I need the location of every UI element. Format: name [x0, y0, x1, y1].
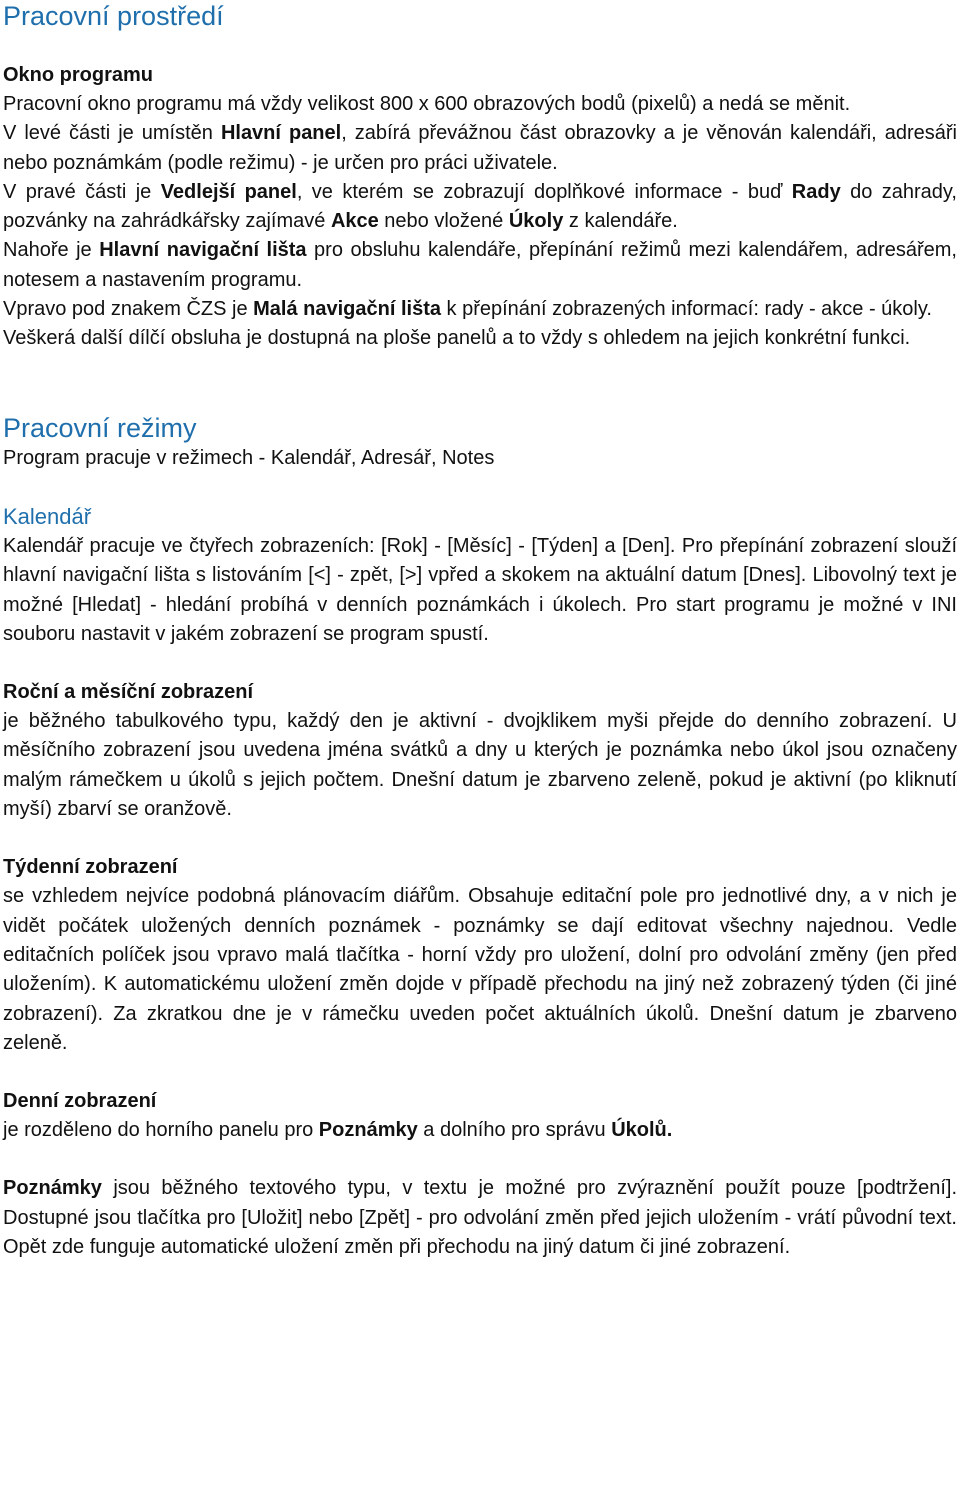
text-run: do zahrady, pozvánky na zahrádkářsky zajímavé — [3, 180, 957, 233]
text-run: Nahoře je — [3, 239, 100, 262]
term-small-nav-bar: Malá navigační lišta — [253, 298, 441, 321]
text-run: nebo vložené — [378, 210, 509, 233]
section-title-work-modes: Pracovní režimy — [3, 412, 197, 443]
term-akce: Akce — [330, 210, 379, 233]
spacer — [3, 824, 957, 853]
text-run: a dolního pro správu — [417, 1119, 612, 1142]
paragraph-year-month-view: je běžného tabulkového typu, každý den je aktivní - dvojklikem myši přejde do denního zobrazení. U měsíčního zobrazení jsou uvedena jména svátků a dny u kterých je poznámka nebo úkol jsou označeny malým rámečkem u úkolů s jejich počtem. Dnešní datum je zbarveno zeleně, pokud je aktivní (po kliknutí myší) zbarví se oranžově. — [3, 710, 957, 821]
spacer — [3, 473, 957, 502]
term-main-nav-bar: Hlavní navigační lišta — [99, 239, 307, 262]
paragraph-main-panel — [3, 119, 957, 178]
spacer — [3, 1058, 957, 1087]
term-ukoly: Úkoly — [508, 210, 564, 233]
spacer — [3, 354, 957, 412]
text-run: jsou běžného textového typu, v textu je možné pro zvýraznění použít pouze [podtržení]. Dostupné jsou tlačítka pro [Uložit] nebo [Zpět] - pro odvolání změn před jejich uložením - vrátí původní text. Opět zde funguje automatické uložení změn při přechodu na jiný datum či jiné zobrazení. — [3, 1177, 957, 1259]
spacer — [3, 32, 957, 61]
term-poznamky: Poznámky — [318, 1119, 418, 1142]
spacer — [3, 649, 957, 678]
paragraph-small-nav — [3, 295, 957, 324]
term-ukolu: Úkolů. — [611, 1119, 673, 1142]
paragraph-notes — [3, 1174, 957, 1262]
text-run: , zabírá převážnou část obrazovky a je věnován kalendáři, adresáři nebo poznámkám (podle režimu) - je určen pro práci uživatele. — [3, 122, 957, 174]
term-main-panel: Hlavní panel — [220, 122, 342, 145]
paragraph-day-view — [3, 1116, 957, 1145]
paragraph-week-view: se vzhledem nejvíce podobná plánovacím diářům. Obsahuje editační pole pro jednotlivé dny, a v nich je vidět počátek uložených denních poznámek - poznámky se dají editovat všechny najednou. Vedle editačních políček jsou vpravo malá tlačítka - horní vždy pro uložení, dolní pro odvolání změny (jen před uložením). K automatickému uložení změn dojde v případě přechodu na jiný než zobrazený týden (či jiné zobrazení). Za zkratkou dne je v rámečku uveden počet aktuálních úkolů. Dnešní datum je zbarveno zeleně. — [3, 885, 957, 1054]
paragraph-side-panel — [3, 178, 957, 237]
text-run: Vpravo pod znakem ČZS je — [3, 298, 254, 321]
text-run: pro obsluhu kalendáře, přepínání režimů mezi kalendářem, adresářem, notesem a nastavením programu. — [3, 239, 957, 291]
term-side-panel: Vedlejší panel — [160, 180, 297, 203]
heading-week-view: Týdenní zobrazení — [3, 856, 178, 879]
text-run: k přepínání zobrazených informací: rady - akce - úkoly. — [440, 298, 932, 321]
text-run: z kalendáře. — [563, 210, 678, 233]
text-run: je rozděleno do horního panelu pro — [3, 1119, 319, 1142]
heading-program-window: Okno programu — [3, 64, 154, 86]
text-run: , ve kterém se zobrazují doplňkové informace - buď — [296, 180, 792, 203]
subheading-calendar: Kalendář — [3, 503, 92, 529]
term-rady: Rady — [791, 180, 841, 203]
paragraph-main-nav — [3, 236, 957, 295]
paragraph-calendar: Kalendář pracuje ve čtyřech zobrazeních: [Rok] - [Měsíc] - [Týden] a [Den]. Pro přepínání zobrazení slouží hlavní navigační lišta s listováním [<] - zpět, [>] vpřed a skokem na aktuální datum [Dnes]. Libovolný text je možné [Hledat] - hledání probíhá v denních poznámkách i úkolech. Pro start programu je možné v INI souboru nastavit v jakém zobrazení se program spustí. — [3, 534, 957, 645]
text-run: V pravé části je — [3, 180, 161, 203]
heading-year-month-view: Roční a měsíční zobrazení — [3, 681, 254, 704]
term-notes: Poznámky — [3, 1177, 102, 1200]
spacer — [3, 1145, 957, 1174]
text-run: V levé části je umístěn — [3, 122, 221, 145]
heading-day-view: Denní zobrazení — [3, 1090, 157, 1113]
paragraph-window-size: Pracovní okno programu má vždy velikost 800 x 600 obrazových bodů (pixelů) a nedá se měnit. — [3, 93, 851, 115]
paragraph-other-controls: Veškerá další dílčí obsluha je dostupná na ploše panelů a to vždy s ohledem na jejich konkrétní funkci. — [3, 327, 911, 350]
section-title-work-environment: Pracovní prostředí — [3, 1, 224, 31]
paragraph-modes-intro: Program pracuje v režimech - Kalendář, Adresář, Notes — [3, 446, 495, 469]
